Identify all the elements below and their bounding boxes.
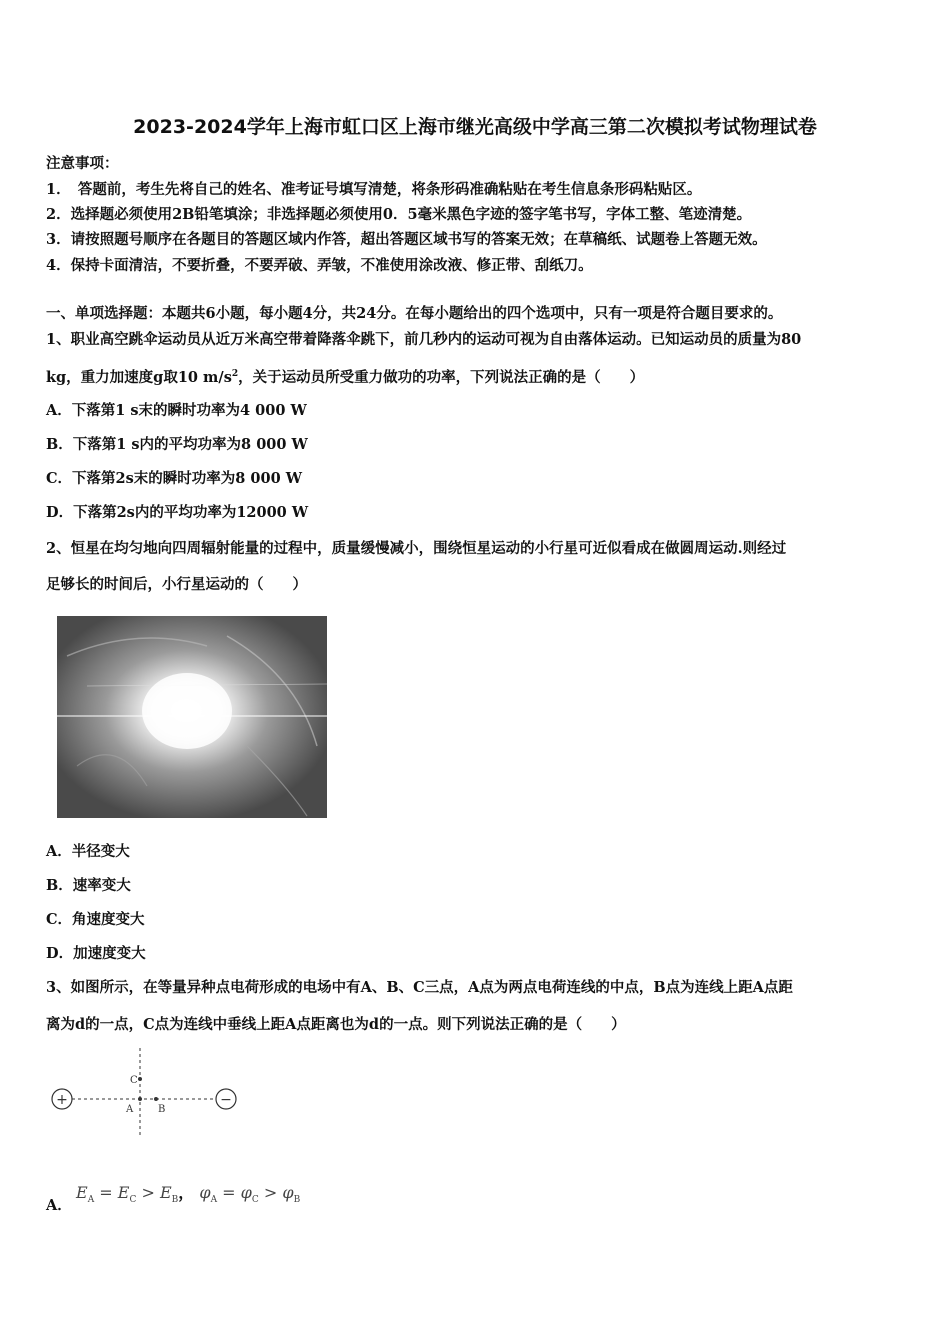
q2-option-a: A．半径变大 [46, 843, 130, 860]
formula-e2: E [117, 1183, 130, 1202]
point-c [138, 1077, 142, 1081]
q1-stem-line2b: ，关于运动员所受重力做功的功率，下列说法正确的是（ ） [238, 369, 645, 386]
formula-phi2: φ [240, 1183, 252, 1202]
q2-stem-line1: 2、恒星在均匀地向四周辐射能量的过程中，质量缓慢减小，围绕恒星运动的小行星可近似看成在做圆周运动.则经过 [46, 540, 787, 557]
q1-stem-sup: 2 [231, 369, 239, 380]
note-item-4: 4．保持卡面清洁，不要折叠，不要弄破、弄皱，不准使用涂改液、修正带、刮纸刀。 [46, 257, 593, 274]
q3-stem-line1: 3、如图所示，在等量异种点电荷形成的电场中有A、B、C三点，A点为两点电荷连线的中点，B点为连线上距A点距 [46, 979, 793, 996]
charge-diagram [44, 1044, 244, 1142]
formula-comma: ， [178, 1183, 195, 1202]
q2-option-d: D．加速度变大 [46, 945, 146, 962]
formula-gt2: > [263, 1183, 278, 1202]
positive-charge-sign: + [56, 1092, 68, 1108]
formula-eq1: = [99, 1183, 113, 1202]
formula-sub-a1: A [87, 1195, 95, 1206]
page-title: 2023-2024学年上海市虹口区上海市继光高级中学高三第二次模拟考试物理试卷 [133, 116, 817, 138]
formula-sub-a2: A [210, 1195, 218, 1206]
q3-option-a-formula [76, 1180, 300, 1205]
negative-charge-sign: − [220, 1092, 232, 1108]
formula-e1: E [76, 1183, 88, 1202]
q1-option-c: C．下落第2s末的瞬时功率为8 000 W [46, 470, 303, 487]
formula-phi3: φ [282, 1183, 294, 1202]
note-item-1: 1． 答题前，考生先将自己的姓名、准考证号填写清楚，将条形码准确粘贴在考生信息条形码粘贴区。 [46, 181, 702, 198]
star-photo [57, 616, 327, 818]
q1-option-b: B．下落第1 s内的平均功率为8 000 W [46, 436, 308, 453]
q2-option-b: B．速率变大 [46, 877, 131, 894]
q1-stem-line2 [46, 366, 644, 387]
point-b [154, 1097, 158, 1101]
formula-phi1: φ [199, 1183, 211, 1202]
formula-sub-b2: B [293, 1195, 301, 1206]
q3-stem-line2: 离为d的一点，C点为连线中垂线上距A点距离也为d的一点。则下列说法正确的是（ ） [46, 1016, 626, 1033]
formula-gt1: > [141, 1183, 155, 1202]
label-a: A [126, 1104, 134, 1115]
note-item-3: 3．请按照题号顺序在各题目的答题区域内作答，超出答题区域书写的答案无效；在草稿纸、试题卷上答题无效。 [46, 231, 767, 248]
label-c: C [130, 1075, 138, 1086]
q1-option-d: D．下落第2s内的平均功率为12000 W [46, 504, 309, 521]
note-item-2: 2．选择题必须使用2B铅笔填涂；非选择题必须使用0．5毫米黑色字迹的签字笔书写，字体工整、笔迹清楚。 [46, 206, 752, 223]
q1-option-a: A．下落第1 s末的瞬时功率为4 000 W [46, 402, 307, 419]
formula-sub-b1: B [171, 1195, 179, 1206]
q1-stem-line2a: kg，重力加速度g取10 m/s [46, 369, 232, 386]
section-heading: 一、单项选择题：本题共6小题，每小题4分，共24分。在每小题给出的四个选项中，只有一项是符合题目要求的。 [46, 305, 783, 322]
q2-stem-line2: 足够长的时间后，小行星运动的（ ） [46, 576, 307, 593]
formula-sub-c1: C [129, 1195, 137, 1206]
point-a [138, 1097, 142, 1101]
formula-eq2: = [222, 1183, 236, 1202]
formula-sub-c2: C [251, 1195, 259, 1206]
formula-e3: E [159, 1183, 172, 1202]
notes-heading: 注意事项： [46, 155, 119, 172]
q2-option-c: C．角速度变大 [46, 911, 145, 928]
label-b: B [158, 1104, 166, 1115]
q3-option-a-label: A． [46, 1197, 72, 1214]
q1-stem-line1: 1、职业高空跳伞运动员从近万米高空带着降落伞跳下，前几秒内的运动可视为自由落体运动。已知运动员的质量为80 [46, 331, 802, 348]
